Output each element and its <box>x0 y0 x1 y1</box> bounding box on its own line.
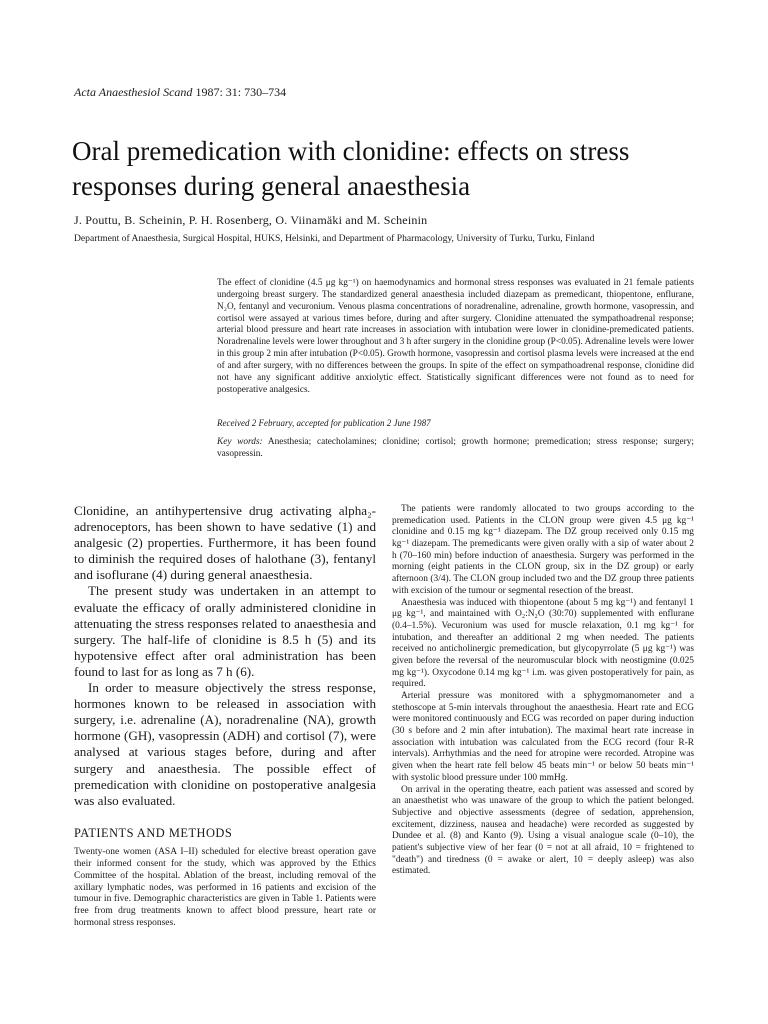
abstract: The effect of clonidine (4.5 μg kg⁻¹) on haemodynamics and hormonal stress responses was evaluated in 21 female patients undergoing breast surgery. The standardized general anaesthesia included diazepam as premedicant, thiopentone, enflurane, N₂O, fentanyl and vecuronium. Venous plasma concentrations of noradrenaline, adrenaline, growth hormone, vasopressin, and cortisol were assayed at various times before, during and after surgery. Clonidine attenuated the sympathoadrenal response; arterial blood pressure and heart rate increases in association with intubation were lower in clonidine-premedicated patients. Noradrenaline levels were lower throughout and 3 h after surgery in the clonidine group (P<0.05). Adrenaline levels were lower in this group 2 min after intubation (P<0.05). Growth hormone, vasopressin and cortisol plasma levels were increased at the end of and after surgery, with no differences between the groups. In spite of the effect on sympathoadrenal response, clonidine did not have any significant additive anxiolytic effect. Statistically significant differences were not found as to need for postoperative analgesics. <box>217 278 694 395</box>
intro-paragraph: In order to measure objectively the stress response, hormones known to be released in association with surgery, i.e. adrenaline (A), noradrenaline (NA), growth hormone (GH), vasopressin (ADH) and cortisol (7), were analysed at various stages before, during and after surgery and anaesthesia. The possible effect of premedication with clonidine on postoperative analgesia was also evaluated. <box>74 680 376 808</box>
methods-heading: PATIENTS AND METHODS <box>74 825 233 840</box>
keywords-list: Anesthesia; catecholamines; clonidine; cortisol; growth hormone; premedication; stress response; surgery; vasopressin. <box>217 437 694 459</box>
intro-paragraph: Clonidine, an antihypertensive drug activating alpha₂-adrenoceptors, has been shown to have sedative (1) and analgesic (2) properties. Furthermore, it has been found to diminish the required doses of halothane (3), fentanyl and isoflurane (4) during general anaesthesia. <box>74 503 376 583</box>
received-date: Received 2 February, accepted for publication 2 June 1987 <box>217 418 431 428</box>
left-column <box>74 503 376 930</box>
body-paragraph: On arrival in the operating theatre, each patient was assessed and scored by an anaesthetist who was unaware of the group to which the patient belonged. Subjective and objective assessments (degree of sedation, apprehension, excitement, dizziness, nausea and headache) were recorded as suggested by Dundee et al. (8) and Kanto (9). Using a visual analogue scale (0–10), the patient's subjective view of her fear (0 = not at all afraid, 10 = frightened to "death") and tiredness (0 = awake or alert, 10 = deeply asleep) was also estimated. <box>392 784 694 877</box>
body-paragraph: The patients were randomly allocated to two groups according to the premedication used. Patients in the CLON group were given 4.5 μg kg⁻¹ clonidine and 0.15 mg kg⁻¹ diazepam. The DZ group received only 0.15 mg kg⁻¹ diazepam. The premedicants were given orally with a sip of water about 2 h (70–160 min) before induction of anaesthesia. Surgery was performed in the morning (eight patients in the CLON group, six in the DZ group) or early afternoon (3/4). The CLON group included two and the DZ group three patients with excision of the tumour or segmental resection of the breast. <box>392 504 694 596</box>
methods-paragraph: Twenty-one women (ASA I–II) scheduled for elective breast operation gave their informed consent for the study, which was approved by the Ethics Committee of the hospital. Ablation of the breast, including removal of the axillary lymphatic nodes, was performed in 16 patients and excision of the tumour in five. Demographic characteristics are given in Table 1. Patients were free from drug treatments known to affect blood pressure, heart rate or hormonal stress responses. <box>74 846 376 929</box>
author-list: J. Pouttu, B. Scheinin, P. H. Rosenberg, O. Viinamäki and M. Scheinin <box>74 213 428 227</box>
article-title: Oral premedication with clonidine: effects on stress responses during general anaesthesia <box>72 136 630 201</box>
body-paragraph: Anaesthesia was induced with thiopentone (about 5 mg kg⁻¹) and fentanyl 1 μg kg⁻¹, and maintained with O₂:N₂O (30:70) supplemented with enflurane (0.4–1.5%). Vecuronium was used for muscle relaxation, 0.1 mg kg⁻¹ for intubation, and thereafter an additional 2 mg when needed. The patients received no anticholinergic premedication, but glycopyrrolate (5 μg kg⁻¹) was given before the reversal of the neuromuscular block with neostigmine (0.025 mg kg⁻¹). Oxycodone 0.14 mg kg⁻¹ i.m. was given postoperatively for pain, as required. <box>392 597 694 690</box>
citation-details: 1987: 31: 730–734 <box>192 85 287 99</box>
journal-citation <box>74 85 286 100</box>
introduction <box>74 503 376 809</box>
body-paragraph: Arterial pressure was monitored with a sphygmomanometer and a stethoscope at 5-min intervals throughout the anaesthesia. Heart rate and ECG were monitored continuously and ECG was recorded on paper during induction (30 s before and 2 min after intubation). The maximal heart rate increase in association with intubation was calculated from the ECG record (four R-R intervals). Arrhythmias and the need for atropine were recorded. Atropine was given when the heart rate fell below 45 beats min⁻¹ or below 50 beats min⁻¹ with systolic blood pressure under 100 mmHg. <box>392 691 694 783</box>
keywords <box>217 437 694 461</box>
journal-name: Acta Anaesthesiol Scand <box>74 85 193 99</box>
intro-paragraph: The present study was undertaken in an attempt to evaluate the efficacy of orally administered clonidine in attenuating the stress responses related to anaesthesia and surgery. The half-life of clonidine is 8.5 h (5) and its hypotensive effect after oral administration has been found to last for as long as 7 h (6). <box>74 583 376 679</box>
affiliation: Department of Anaesthesia, Surgical Hospital, HUKS, Helsinki, and Department of Pharmacology, University of Turku, Turku, Finland <box>74 233 595 244</box>
right-column <box>392 504 694 878</box>
keywords-label: Key words: <box>217 437 263 447</box>
